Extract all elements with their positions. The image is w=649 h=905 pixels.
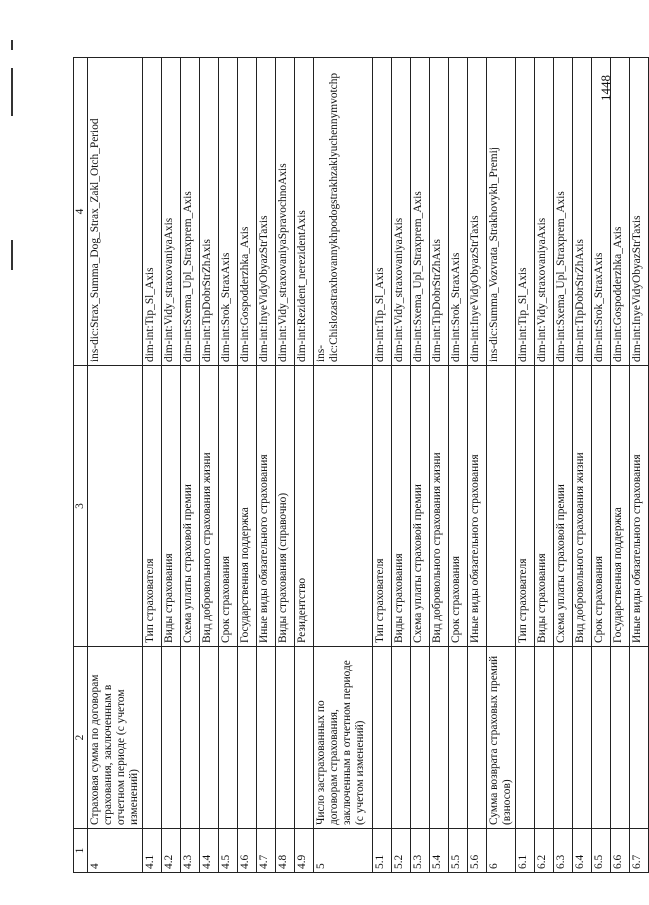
scan-artifact-mark bbox=[11, 240, 13, 270]
indicator-name-cell bbox=[276, 647, 295, 829]
dimension-name-cell: Резидентство bbox=[295, 366, 314, 647]
dimension-name-cell: Схема уплаты страховой премии bbox=[554, 366, 573, 647]
indicator-name-cell bbox=[295, 647, 314, 829]
xbrl-code-cell: dim-int:Tip_Sl_Axis bbox=[143, 58, 162, 366]
table-row bbox=[392, 58, 411, 873]
table-row bbox=[554, 58, 573, 873]
xbrl-code-cell: dim-int:InyeVidyObyazStrTaxis bbox=[468, 58, 487, 366]
row-number-cell: 4.7 bbox=[257, 829, 276, 873]
indicator-name-cell bbox=[573, 647, 592, 829]
indicator-name-cell bbox=[630, 647, 649, 829]
header-cell: 3 bbox=[74, 366, 88, 647]
xbrl-code-cell: dim-int:TipDobrStrZhAxis bbox=[573, 58, 592, 366]
table-row bbox=[238, 58, 257, 873]
xbrl-code-cell: dim-int:Vidy_straxovaniyaSpravochnoAxis bbox=[276, 58, 295, 366]
indicator-name-cell bbox=[411, 647, 430, 829]
row-number-cell: 5.5 bbox=[449, 829, 468, 873]
xbrl-code-cell: dim-int:Tip_Sl_Axis bbox=[373, 58, 392, 366]
table-row bbox=[592, 58, 611, 873]
xbrl-code-cell: dim-int:Gospodderzhka_Axis bbox=[238, 58, 257, 366]
row-number-cell: 4 bbox=[88, 829, 143, 873]
xbrl-code-cell: dim-int:Vidy_straxovaniyaAxis bbox=[392, 58, 411, 366]
dimension-name-cell: Виды страхования (справочно) bbox=[276, 366, 295, 647]
xbrl-code-cell: dim-int:Sxema_Upl_Straxprem_Axis bbox=[554, 58, 573, 366]
table-row bbox=[200, 58, 219, 873]
table-row bbox=[276, 58, 295, 873]
table-row bbox=[295, 58, 314, 873]
row-number-cell: 6.3 bbox=[554, 829, 573, 873]
row-number-cell: 5.3 bbox=[411, 829, 430, 873]
page-number-text: 1448 bbox=[598, 75, 613, 101]
table-row bbox=[516, 58, 535, 873]
table-row bbox=[630, 58, 649, 873]
indicator-name-cell bbox=[373, 647, 392, 829]
xbrl-code-cell: ins-dic:Summa_Vozvrata_Strakhovykh_Premij bbox=[487, 58, 516, 366]
table-row bbox=[573, 58, 592, 873]
indicator-name-cell bbox=[392, 647, 411, 829]
xbrl-code-cell: dim-int:Sxema_Upl_Straxprem_Axis bbox=[411, 58, 430, 366]
indicator-name-cell bbox=[535, 647, 554, 829]
header-cell: 1 bbox=[74, 829, 88, 873]
table-row bbox=[411, 58, 430, 873]
dimension-name-cell: Тип страхователя bbox=[516, 366, 535, 647]
indicator-name-cell bbox=[554, 647, 573, 829]
table-row bbox=[449, 58, 468, 873]
dimension-name-cell: Виды страхования bbox=[535, 366, 554, 647]
dimension-name-cell: Схема уплаты страховой премии bbox=[181, 366, 200, 647]
row-number-cell: 6.7 bbox=[630, 829, 649, 873]
indicator-name-cell bbox=[181, 647, 200, 829]
dimension-name-cell: Вид добровольного страхования жизни bbox=[430, 366, 449, 647]
indicator-name-cell bbox=[162, 647, 181, 829]
dimension-name-cell: Иные виды обязательного страхования bbox=[630, 366, 649, 647]
indicator-name-cell bbox=[238, 647, 257, 829]
row-number-cell: 5.2 bbox=[392, 829, 411, 873]
table-row bbox=[143, 58, 162, 873]
dimension-name-cell bbox=[314, 366, 373, 647]
row-number-cell: 4.8 bbox=[276, 829, 295, 873]
row-number-cell: 4.2 bbox=[162, 829, 181, 873]
table-header-row bbox=[74, 58, 88, 873]
indicator-name-cell bbox=[516, 647, 535, 829]
xbrl-code-cell: ins-dic:Chislozastraxhovannykhpodogstrakhzaklyuchennymvotchp bbox=[314, 58, 373, 366]
xbrl-code-cell: dim-int:Srok_StraxAxis bbox=[219, 58, 238, 366]
xbrl-code-cell: dim-int:TipDobrStrZhAxis bbox=[200, 58, 219, 366]
table-row bbox=[535, 58, 554, 873]
dimension-name-cell: Виды страхования bbox=[392, 366, 411, 647]
indicator-name-cell bbox=[430, 647, 449, 829]
row-number-cell: 6.4 bbox=[573, 829, 592, 873]
row-number-cell: 6 bbox=[487, 829, 516, 873]
scan-artifact-mark bbox=[11, 40, 13, 50]
dimension-name-cell: Срок страхования bbox=[449, 366, 468, 647]
table-row bbox=[487, 58, 516, 873]
scan-artifact-mark bbox=[11, 68, 13, 116]
dimension-name-cell: Виды страхования bbox=[162, 366, 181, 647]
indicator-name-cell bbox=[143, 647, 162, 829]
xbrl-code-cell: dim-int:Srok_StraxAxis bbox=[592, 58, 611, 366]
table-row bbox=[181, 58, 200, 873]
row-number-cell: 4.4 bbox=[200, 829, 219, 873]
row-number-cell: 6.1 bbox=[516, 829, 535, 873]
row-number-cell: 4.5 bbox=[219, 829, 238, 873]
table-row bbox=[88, 58, 143, 873]
indicator-name-cell bbox=[611, 647, 630, 829]
indicator-name-cell bbox=[257, 647, 276, 829]
xbrl-code-cell: dim-int:Tip_Sl_Axis bbox=[516, 58, 535, 366]
dimension-name-cell: Срок страхования bbox=[592, 366, 611, 647]
dimension-name-cell bbox=[88, 366, 143, 647]
xbrl-code-cell: dim-int:Srok_StraxAxis bbox=[449, 58, 468, 366]
dimension-name-cell: Государственная поддержка bbox=[238, 366, 257, 647]
xbrl-code-cell: dim-int:TipDobrStrZhAxis bbox=[430, 58, 449, 366]
dimension-name-cell: Государственная поддержка bbox=[611, 366, 630, 647]
xbrl-code-cell: dim-int:Rezident_nerezidentAxis bbox=[295, 58, 314, 366]
xbrl-code-cell: dim-int:Vidy_straxovaniyaAxis bbox=[162, 58, 181, 366]
table-row bbox=[468, 58, 487, 873]
row-number-cell: 5 bbox=[314, 829, 373, 873]
xbrl-code-cell: dim-int:Sxema_Upl_Straxprem_Axis bbox=[181, 58, 200, 366]
dimension-name-cell: Иные виды обязательного страхования bbox=[468, 366, 487, 647]
indicator-name-cell: Страховая сумма по договорам страхования, заключенным в отчетном периоде (с учетом изменений) bbox=[88, 647, 143, 829]
row-number-cell: 5.1 bbox=[373, 829, 392, 873]
dimension-name-cell: Иные виды обязательного страхования bbox=[257, 366, 276, 647]
xbrl-code-cell: ins-dic:Strax_Summa_Dog_Strax_Zakl_Otch_Period bbox=[88, 58, 143, 366]
row-number-cell: 6.5 bbox=[592, 829, 611, 873]
dimension-name-cell: Схема уплаты страховой премии bbox=[411, 366, 430, 647]
table-row bbox=[219, 58, 238, 873]
xbrl-mapping-table bbox=[73, 57, 649, 873]
table-row bbox=[257, 58, 276, 873]
row-number-cell: 5.6 bbox=[468, 829, 487, 873]
row-number-cell: 6.6 bbox=[611, 829, 630, 873]
header-cell: 4 bbox=[74, 58, 88, 366]
table-row bbox=[162, 58, 181, 873]
table-row bbox=[314, 58, 373, 873]
row-number-cell: 4.6 bbox=[238, 829, 257, 873]
header-cell: 2 bbox=[74, 647, 88, 829]
dimension-name-cell: Тип страхователя bbox=[143, 366, 162, 647]
indicator-name-cell bbox=[592, 647, 611, 829]
indicator-name-cell bbox=[200, 647, 219, 829]
row-number-cell: 4.9 bbox=[295, 829, 314, 873]
indicator-name-cell bbox=[219, 647, 238, 829]
xbrl-code-cell: dim-int:InyeVidyObyazStrTaxis bbox=[630, 58, 649, 366]
table-row bbox=[373, 58, 392, 873]
row-number-cell: 4.1 bbox=[143, 829, 162, 873]
indicator-name-cell: Сумма возврата страховых премий (взносов) bbox=[487, 647, 516, 829]
xbrl-code-cell: dim-int:InyeVidyObyazStrTaxis bbox=[257, 58, 276, 366]
dimension-name-cell: Срок страхования bbox=[219, 366, 238, 647]
dimension-name-cell: Тип страхователя bbox=[373, 366, 392, 647]
row-number-cell: 5.4 bbox=[430, 829, 449, 873]
row-number-cell: 4.3 bbox=[181, 829, 200, 873]
indicator-name-cell bbox=[449, 647, 468, 829]
dimension-name-cell: Вид добровольного страхования жизни bbox=[573, 366, 592, 647]
table-row bbox=[430, 58, 449, 873]
dimension-name-cell: Вид добровольного страхования жизни bbox=[200, 366, 219, 647]
table-row bbox=[611, 58, 630, 873]
row-number-cell: 6.2 bbox=[535, 829, 554, 873]
indicator-name-cell bbox=[468, 647, 487, 829]
xbrl-code-cell: dim-int:Vidy_straxovaniyaAxis bbox=[535, 58, 554, 366]
indicator-name-cell: Число застрахованных по договорам страхования, заключенным в отчетном периоде (с учетом изменений) bbox=[314, 647, 373, 829]
xbrl-code-cell: dim-int:Gospodderzhka_Axis bbox=[611, 58, 630, 366]
dimension-name-cell bbox=[487, 366, 516, 647]
